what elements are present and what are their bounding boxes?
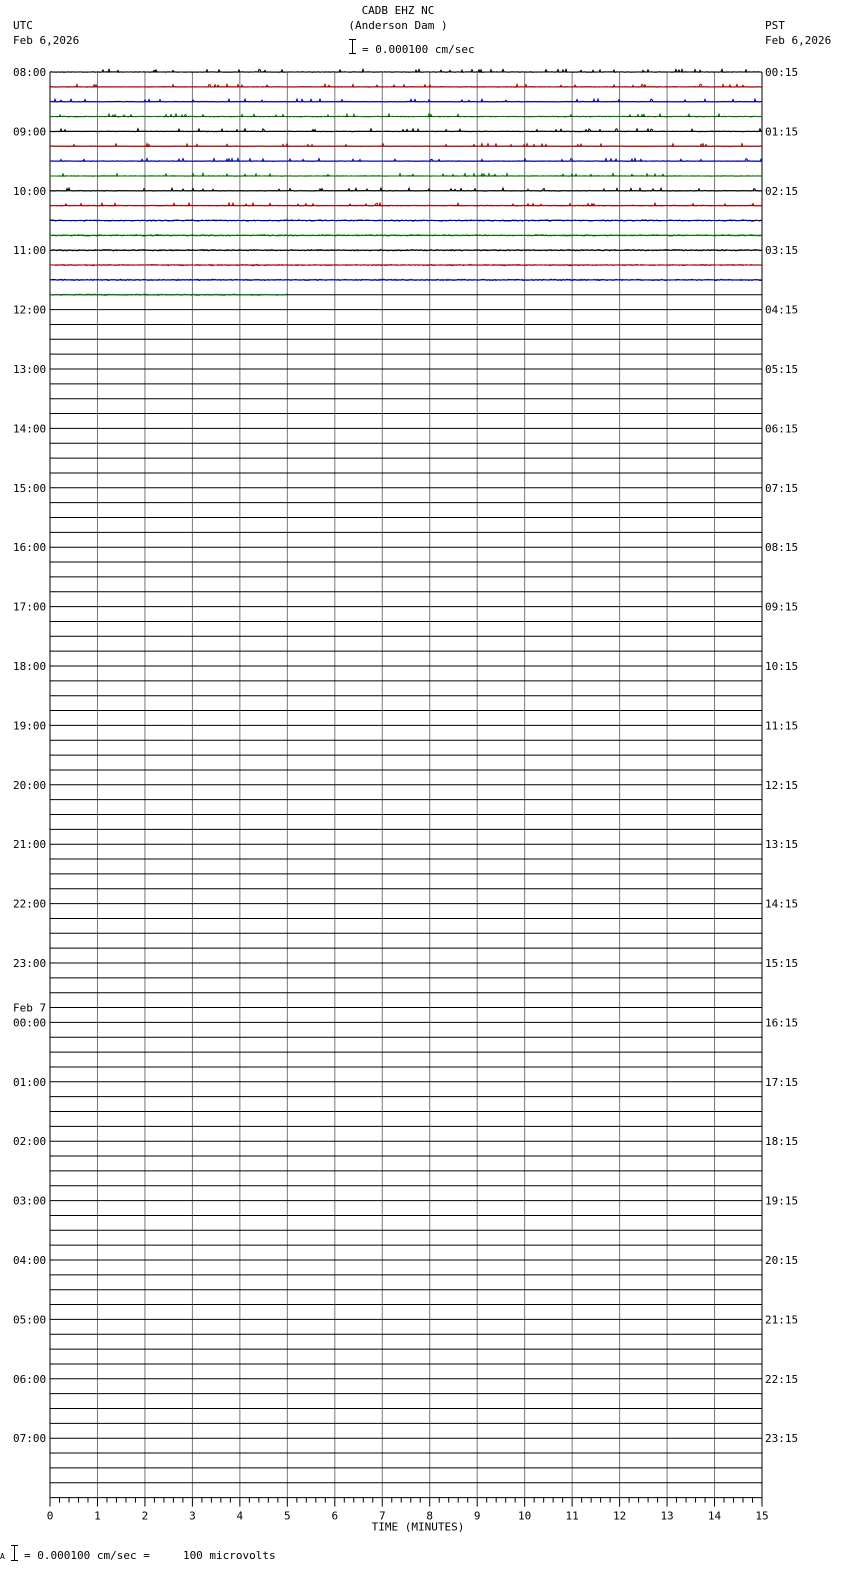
right-hour-label: 23:15 <box>765 1432 799 1446</box>
left-hour-label: 01:00 <box>13 1075 47 1089</box>
left-hour-label: 14:00 <box>13 422 47 436</box>
right-hour-label: 13:15 <box>765 838 799 852</box>
left-date: Feb 6,2026 <box>13 34 80 47</box>
station-location: (Anderson Dam ) <box>348 19 448 32</box>
right-hour-label: 14:15 <box>765 897 799 911</box>
left-hour-label: 07:00 <box>13 1432 47 1446</box>
right-hour-label: 20:15 <box>765 1254 799 1267</box>
left-hour-label: 16:00 <box>13 541 47 555</box>
trace-row-4 <box>50 129 762 132</box>
left-hour-label: 15:00 <box>13 481 47 495</box>
x-axis-label: TIME (MINUTES) <box>371 1520 465 1534</box>
right-hour-label: 07:15 <box>765 481 799 495</box>
trace-row-5 <box>50 144 762 147</box>
left-hour-label: 17:00 <box>13 600 47 614</box>
x-tick-label: 14 <box>707 1509 722 1523</box>
right-hour-label: 19:15 <box>765 1194 799 1208</box>
left-hour-label: 03:00 <box>13 1194 47 1208</box>
right-hour-label: 11:15 <box>765 719 799 733</box>
footer-prefix: A <box>0 1552 5 1561</box>
station-title: CADB EHZ NC <box>361 4 435 17</box>
left-hour-label: 08:00 <box>13 66 47 79</box>
x-tick-label: 1 <box>94 1509 101 1523</box>
x-tick-label: 9 <box>473 1509 481 1523</box>
footer-scale-bar-icon <box>11 1545 18 1561</box>
x-tick-label: 4 <box>236 1509 244 1523</box>
x-tick-label: 6 <box>331 1509 339 1523</box>
left-hour-label: 18:00 <box>13 660 47 673</box>
x-tick-label: 8 <box>426 1509 434 1523</box>
right-timezone: PST <box>765 19 785 32</box>
footer-scale-text: = 0.000100 cm/sec = 100 microvolts <box>24 1549 276 1562</box>
trace-row-1 <box>50 84 762 87</box>
right-date: Feb 6,2026 <box>765 34 832 47</box>
right-hour-label: 18:15 <box>765 1135 799 1149</box>
left-hour-label: 11:00 <box>13 244 47 258</box>
trace-row-0 <box>50 69 762 72</box>
left-hour-label: 06:00 <box>13 1372 47 1386</box>
right-hour-label: 06:15 <box>765 422 799 436</box>
trace-row-8 <box>50 188 762 191</box>
left-hour-label: 19:00 <box>13 719 47 733</box>
left-hour-label: 00:00 <box>13 1016 47 1030</box>
x-tick-label: 15 <box>755 1509 769 1523</box>
right-hour-label: 21:15 <box>765 1313 799 1327</box>
left-hour-label: 09:00 <box>13 125 47 139</box>
right-hour-label: 16:15 <box>765 1016 799 1030</box>
left-hour-label: 05:00 <box>13 1313 47 1327</box>
date-change-label: Feb 7 <box>13 1001 47 1015</box>
left-timezone: UTC <box>13 19 33 32</box>
x-tick-label: 5 <box>284 1509 291 1523</box>
left-hour-label: 22:00 <box>13 897 47 911</box>
left-hour-label: 23:00 <box>13 957 47 970</box>
x-tick-label: 7 <box>378 1509 386 1523</box>
x-tick-label: 13 <box>660 1509 674 1523</box>
scale-bar-icon <box>349 39 356 54</box>
left-hour-label: 13:00 <box>13 363 47 376</box>
left-hour-label: 04:00 <box>13 1254 47 1267</box>
right-hour-label: 08:15 <box>765 541 799 555</box>
x-tick-label: 12 <box>612 1509 627 1523</box>
x-tick-label: 11 <box>565 1509 579 1523</box>
right-hour-label: 05:15 <box>765 363 799 376</box>
right-hour-label: 09:15 <box>765 600 799 614</box>
left-hour-label: 20:00 <box>13 778 47 792</box>
right-hour-label: 10:15 <box>765 660 799 673</box>
left-hour-label: 21:00 <box>13 838 47 852</box>
left-hour-label: 02:00 <box>13 1135 47 1149</box>
x-tick-label: 3 <box>189 1509 196 1523</box>
right-hour-label: 03:15 <box>765 244 799 258</box>
left-hour-label: 12:00 <box>13 303 47 317</box>
right-hour-label: 17:15 <box>765 1075 799 1089</box>
right-hour-label: 22:15 <box>765 1372 799 1386</box>
x-tick-label: 2 <box>141 1509 149 1523</box>
scale-text: = 0.000100 cm/sec <box>362 43 475 56</box>
right-hour-label: 01:15 <box>765 125 799 139</box>
x-tick-label: 0 <box>46 1509 54 1523</box>
x-tick-label: 10 <box>518 1509 532 1523</box>
right-hour-label: 02:15 <box>765 184 799 198</box>
left-hour-label: 10:00 <box>13 184 47 198</box>
trace-row-2 <box>50 99 762 102</box>
right-hour-label: 15:15 <box>765 957 799 970</box>
trace-row-3 <box>50 114 762 117</box>
trace-row-6 <box>50 159 762 162</box>
right-hour-label: 04:15 <box>765 303 799 317</box>
right-hour-label: 12:15 <box>765 778 799 792</box>
right-hour-label: 00:15 <box>765 66 799 79</box>
